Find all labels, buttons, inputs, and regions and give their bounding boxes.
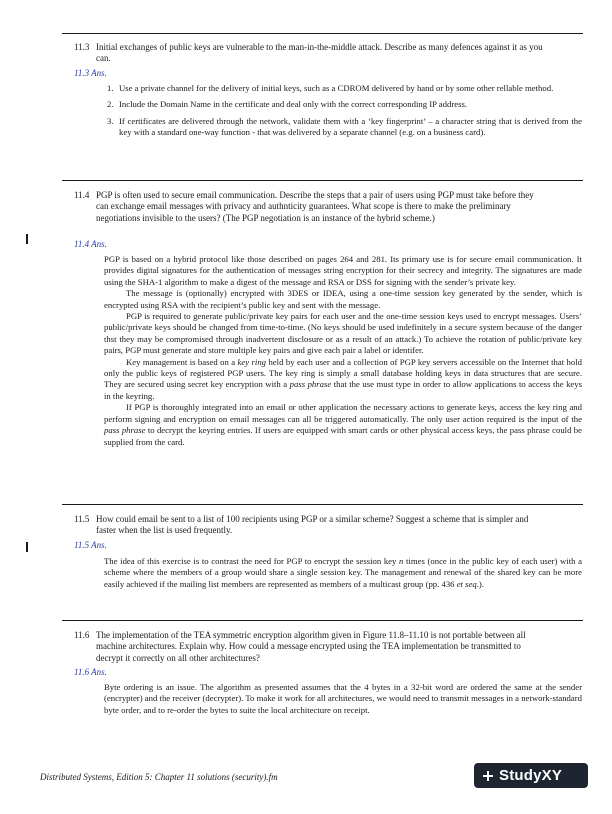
plus-icon xyxy=(483,771,493,781)
section-rule xyxy=(62,620,583,621)
studyxy-logo xyxy=(474,763,588,788)
question-number: 11.4 xyxy=(74,190,90,200)
question-number: 11.6 xyxy=(74,630,90,640)
footer-text: Distributed Systems, Edition 5: Chapter 11 solutions (security).fm xyxy=(40,772,278,782)
logo-text: StudyXY xyxy=(499,767,563,784)
answer-11-5 xyxy=(104,556,582,590)
question-11-4 xyxy=(74,190,544,224)
paragraph: PGP is based on a hybrid protocol like those described on pages 264 and 281. Its primary use is for secure email communication. It provides digital signatures for the authentication of messages string encryption for their secrecy and integrity. The signatures are made using the SHA-1 algorithm to make a digest of the message and RSA or DSS for signing with the sender’s private key. xyxy=(104,254,582,287)
paragraph: Key management is based on a key ring held by each user and a collection of PGP key servers accessible on the Internet that hold only the public keys of registered PGP users. The key ring is simply a small database holding keys in data structures that are secure. They are secured using secret key encryption with a pass phrase that the use must type in order to allow applications to access the keys in the keyring. xyxy=(104,356,582,401)
answer-11-3 xyxy=(104,83,582,144)
section-rule xyxy=(62,504,583,505)
paragraph: The idea of this exercise is to contrast the need for PGP to encrypt the session key n times (once in the public key of each user) with a scheme where the members of a group would share a single session key. The management and renewal of the shared key can be more easily achieved if the mailing list members are represented as members of a multicast group (pp. 436 et seq.). xyxy=(104,556,583,589)
list-item: 3. If certificates are delivered through the network, validate them with a ‘key fingerprint’ – a character string that is derived from the key with a standard one-way function - that was delivered by a separate channel (e.g. on a business card). xyxy=(107,115,582,138)
answer-11-6 xyxy=(104,682,582,716)
question-text: How could email be sent to a list of 100 recipients using PGP or a similar scheme? Suggest a scheme that is simpler and faster when the list is used frequently. xyxy=(96,514,529,536)
answer-label: 11.3 Ans. xyxy=(74,68,107,78)
question-number: 11.5 xyxy=(74,514,90,524)
answer-label: 11.4 Ans. xyxy=(74,239,107,249)
answer-11-4 xyxy=(104,254,582,448)
paragraph: Byte ordering is an issue. The algorithm as presented assumes that the 4 bytes in a 32-bit word are ordered the same at the sender (encrypter) and the receiver (decrypter). To make it work for all architectures, we would need to transmit messages in a network-standard byte order, and to re-order the bytes to suite the local architecture on receipt. xyxy=(104,682,582,715)
question-text: Initial exchanges of public keys are vulnerable to the man-in-the-middle attack. Describe as many defences against it as you can. xyxy=(96,42,543,64)
answer-label: 11.5 Ans. xyxy=(74,540,107,550)
answer-label: 11.6 Ans. xyxy=(74,667,107,677)
change-bar xyxy=(26,542,28,552)
paragraph: The message is (optionally) encrypted with 3DES or IDEA, using a one-time session key generated by the sender, which is encrypted using RSA with the recipient’s public key and sent with the message. xyxy=(104,288,582,310)
paragraph: PGP is required to generate public/private key pairs for each user and the one-time session keys used to encrypt messages. Users’ public/private keys should be changed from time-to-time. (No keys should be used indefinitely in a secure system because of the danger thst they may be compromised through inadvertent disclosure or as a result of an attack.) To achieve the rotation of public/private key pairs, PGP must generate and store multiple key pairs and give each pair a label or identifer. xyxy=(104,311,582,356)
top-rule xyxy=(62,33,583,34)
question-11-3 xyxy=(74,42,544,65)
question-11-6 xyxy=(74,630,544,664)
change-bar xyxy=(26,234,28,244)
question-11-5 xyxy=(74,514,544,537)
question-number: 11.3 xyxy=(74,42,90,52)
paragraph: If PGP is thoroughly integrated into an email or other application the necessary actions to generate keys, access the key ring and perform signing and encryption on email messages can all be triggered automatically. The only user action required is the input of the pass phrase to decrypt the keyring entries. If users are equipped with smart cards or other physical access keys, the pass phrase could be supplied from the card. xyxy=(104,402,582,447)
list-item: 2. Include the Domain Name in the certificate and deal only with the correct corresponding IP address. xyxy=(107,99,468,110)
section-rule xyxy=(62,180,583,181)
question-text: PGP is often used to secure email communication. Describe the steps that a pair of users using PGP must take before they can exchange email messages with privacy and authnticity guarantees. What scope is there to make the preliminary negotiations invisible to the users? (The PGP negotiation is an instance of the hybrid scheme.) xyxy=(96,190,534,223)
list-item: 1. Use a private channel for the delivery of initial keys, such as a CDROM delivered by hand or by some other rellable method. xyxy=(107,83,554,93)
question-text: The implementation of the TEA symmetric encryption algorithm given in Figure 11.8–11.10 is not portable between all machine architectures. Explain why. How could a message encrypted using the TEA implementation be transmitted to decrypt it correctly on all other architectures? xyxy=(96,630,526,663)
